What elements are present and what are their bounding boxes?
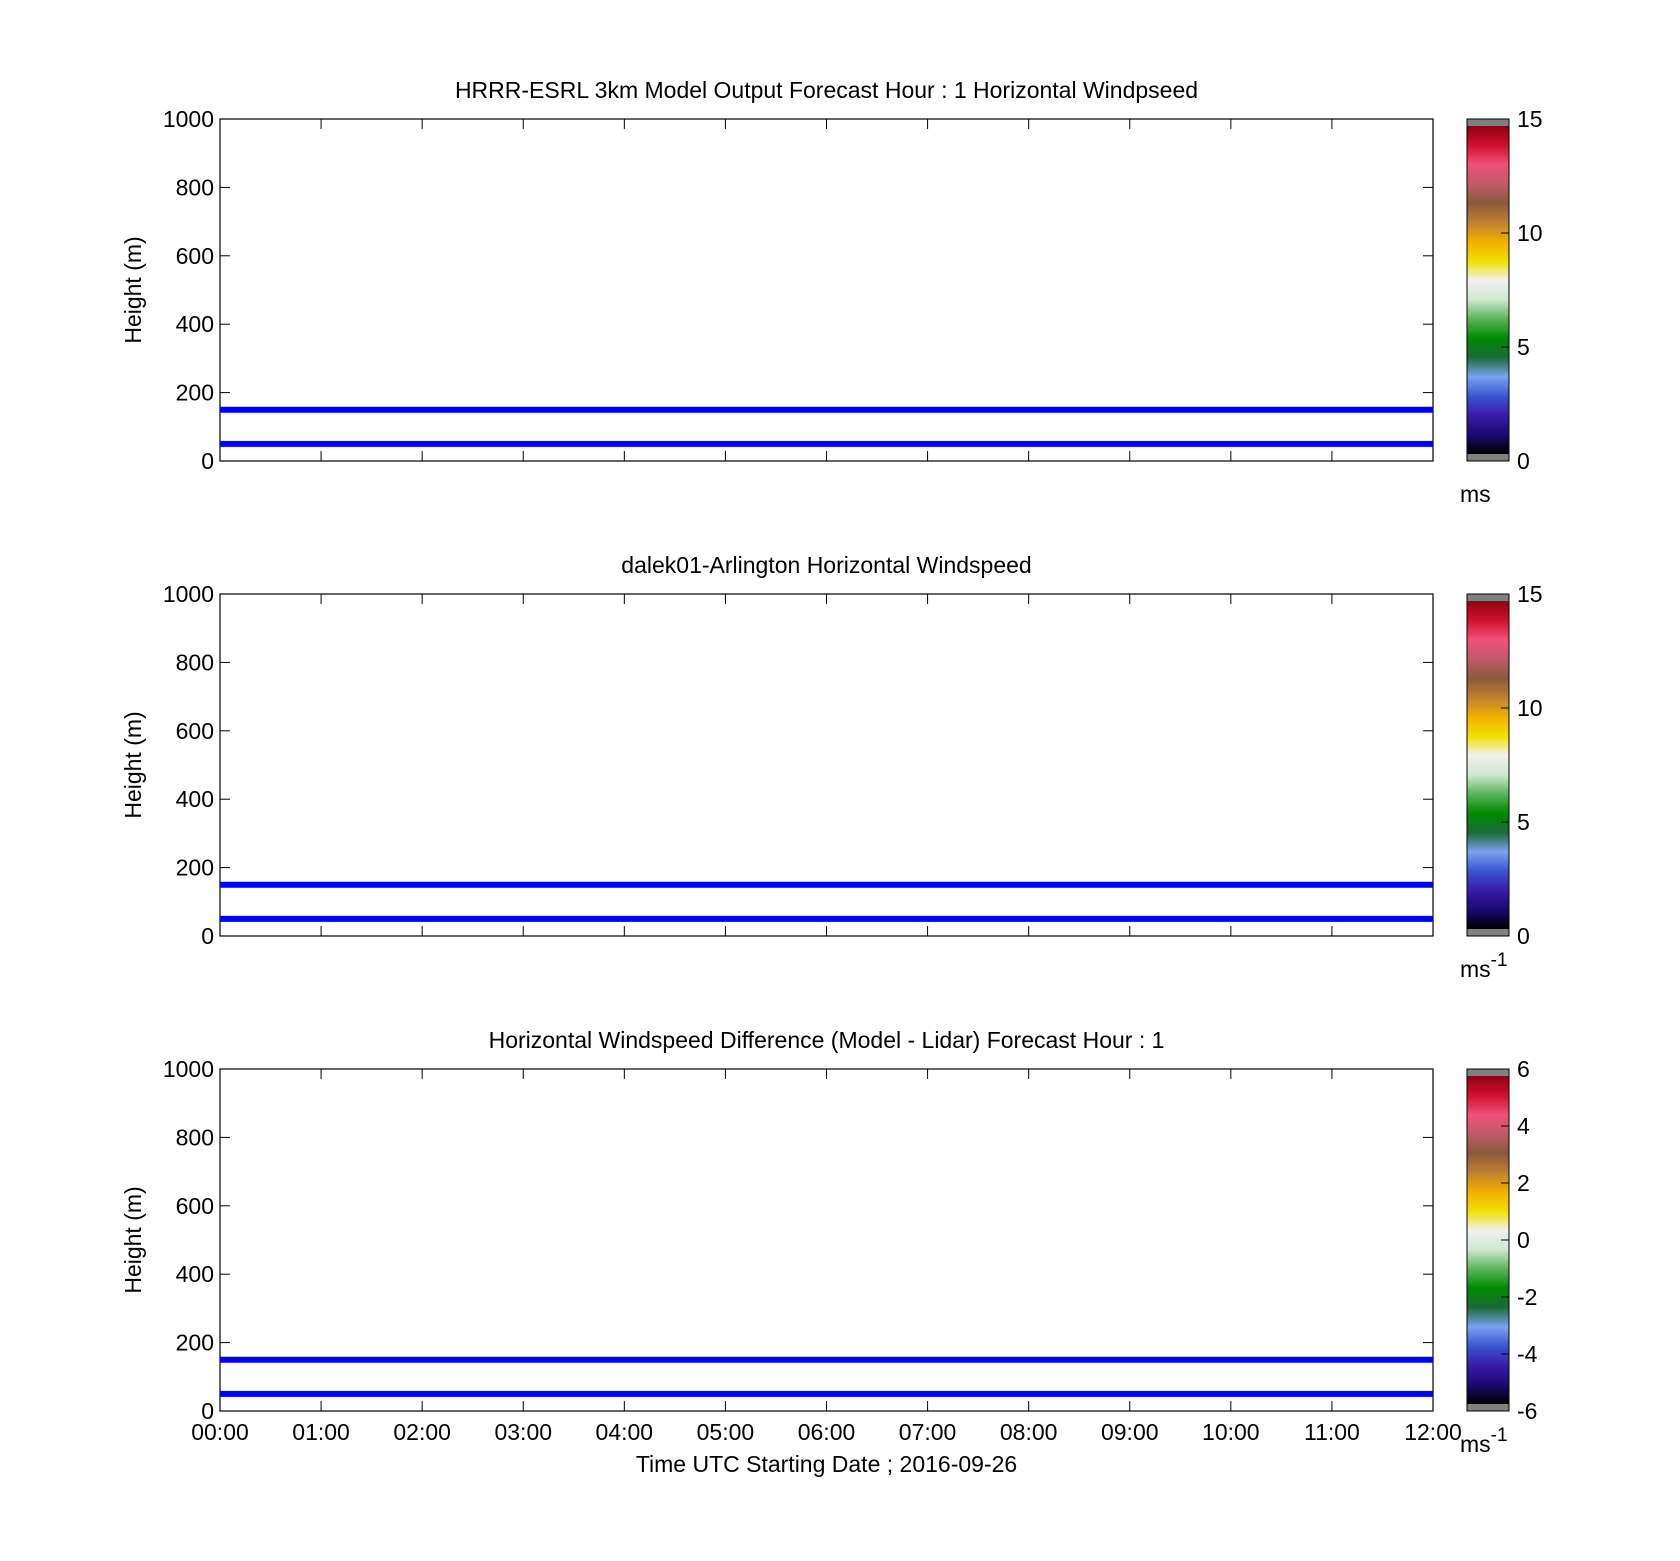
y-tick-label: 1000 bbox=[162, 106, 214, 132]
y-tick-label: 0 bbox=[201, 448, 214, 474]
x-tick-label: 01:00 bbox=[292, 1419, 350, 1445]
colorbar-tick-label: 6 bbox=[1517, 1056, 1530, 1082]
x-axis-label: Time UTC Starting Date ; 2016-09-26 bbox=[635, 1451, 1018, 1477]
colorbar bbox=[1460, 1056, 1538, 1457]
x-tick-label: 09:00 bbox=[1100, 1419, 1159, 1445]
x-tick-label: 10:00 bbox=[1202, 1419, 1260, 1445]
colorbar-tick-label: 5 bbox=[1517, 809, 1530, 835]
colorbar-tick-label: 0 bbox=[1517, 448, 1530, 474]
chart-title: Horizontal Windspeed Difference (Model - Lidar) Forecast Hour : 1 bbox=[488, 1027, 1165, 1053]
colorbar-tick-label: 0 bbox=[1517, 923, 1530, 949]
y-tick-label: 800 bbox=[175, 1124, 214, 1151]
colorbar-under-cap bbox=[1467, 1404, 1509, 1411]
colorbar-under-cap bbox=[1467, 929, 1509, 936]
y-tick-label: 200 bbox=[175, 854, 214, 881]
y-axis-label: Height (m) bbox=[120, 711, 146, 819]
colorbar-unit-label bbox=[1460, 481, 1491, 507]
x-tick-label: 06:00 bbox=[797, 1419, 856, 1445]
colorbar-tick-label: 2 bbox=[1517, 1170, 1530, 1196]
y-tick-label: 800 bbox=[175, 649, 214, 676]
chart-title: HRRR-ESRL 3km Model Output Forecast Hour : 1 Horizontal Windpseed bbox=[454, 77, 1199, 103]
y-tick-label: 1000 bbox=[162, 1056, 214, 1082]
y-tick-label: 200 bbox=[175, 379, 214, 406]
chart-title: dalek01-Arlington Horizontal Windspeed bbox=[621, 552, 1032, 578]
colorbar-tick-label: 15 bbox=[1517, 106, 1543, 132]
colorbar-gradient bbox=[1467, 126, 1509, 454]
y-tick-label: 400 bbox=[175, 786, 214, 813]
x-tick-label: 00:00 bbox=[191, 1419, 249, 1445]
x-tick-label: 12:00 bbox=[1404, 1419, 1462, 1445]
x-tick-label: 04:00 bbox=[595, 1419, 654, 1445]
y-tick-label: 200 bbox=[175, 1329, 214, 1356]
colorbar-tick-label: -6 bbox=[1517, 1398, 1538, 1424]
colorbar bbox=[1460, 581, 1543, 982]
colorbar-over-cap bbox=[1467, 119, 1509, 126]
panels bbox=[120, 77, 1543, 1477]
y-axis-label: Height (m) bbox=[120, 236, 146, 344]
colorbar-unit: ms bbox=[1460, 1431, 1491, 1457]
colorbar-tick-label: 0 bbox=[1517, 1227, 1530, 1253]
colorbar-tick-label: 5 bbox=[1517, 334, 1530, 360]
x-tick-label: 02:00 bbox=[393, 1419, 451, 1445]
chart-panel-2 bbox=[120, 552, 1543, 982]
colorbar-unit-label bbox=[1460, 950, 1508, 982]
colorbar-unit: ms bbox=[1460, 956, 1491, 982]
colorbar-under-cap bbox=[1467, 454, 1509, 461]
colorbar-over-cap bbox=[1467, 1069, 1509, 1076]
colorbar-tick-label: 4 bbox=[1517, 1113, 1530, 1139]
colorbar-over-cap bbox=[1467, 594, 1509, 601]
colorbar bbox=[1460, 106, 1543, 507]
x-tick-label: 11:00 bbox=[1303, 1419, 1360, 1445]
colorbar-unit-superscript: -1 bbox=[1490, 1425, 1508, 1446]
colorbar-tick-label: -4 bbox=[1517, 1341, 1538, 1367]
colorbar-gradient bbox=[1467, 601, 1509, 929]
x-tick-label: 03:00 bbox=[494, 1419, 553, 1445]
colorbar-tick-label: 10 bbox=[1517, 695, 1543, 721]
colorbar-tick-label: -2 bbox=[1517, 1284, 1538, 1310]
x-tick-label: 05:00 bbox=[696, 1419, 755, 1445]
y-tick-label: 0 bbox=[201, 923, 214, 949]
x-tick-label: 07:00 bbox=[898, 1419, 957, 1445]
y-axis-label: Height (m) bbox=[120, 1186, 146, 1294]
colorbar-unit-label bbox=[1460, 1425, 1508, 1457]
colorbar-tick-label: 10 bbox=[1517, 220, 1543, 246]
y-tick-label: 1000 bbox=[162, 581, 214, 607]
y-tick-label: 600 bbox=[175, 1192, 214, 1219]
colorbar-tick-label: 15 bbox=[1517, 581, 1543, 607]
y-tick-label: 400 bbox=[175, 311, 214, 338]
chart-panel-3 bbox=[120, 1027, 1538, 1477]
colorbar-unit-superscript: -1 bbox=[1490, 950, 1508, 971]
y-tick-label: 0 bbox=[201, 1398, 214, 1424]
y-tick-label: 800 bbox=[175, 174, 214, 201]
y-tick-label: 600 bbox=[175, 242, 214, 269]
x-tick-label: 08:00 bbox=[999, 1419, 1058, 1445]
y-tick-label: 600 bbox=[175, 717, 214, 744]
colorbar-unit: ms bbox=[1460, 481, 1491, 507]
y-tick-label: 400 bbox=[175, 1261, 214, 1288]
chart-panel-1 bbox=[120, 77, 1543, 507]
